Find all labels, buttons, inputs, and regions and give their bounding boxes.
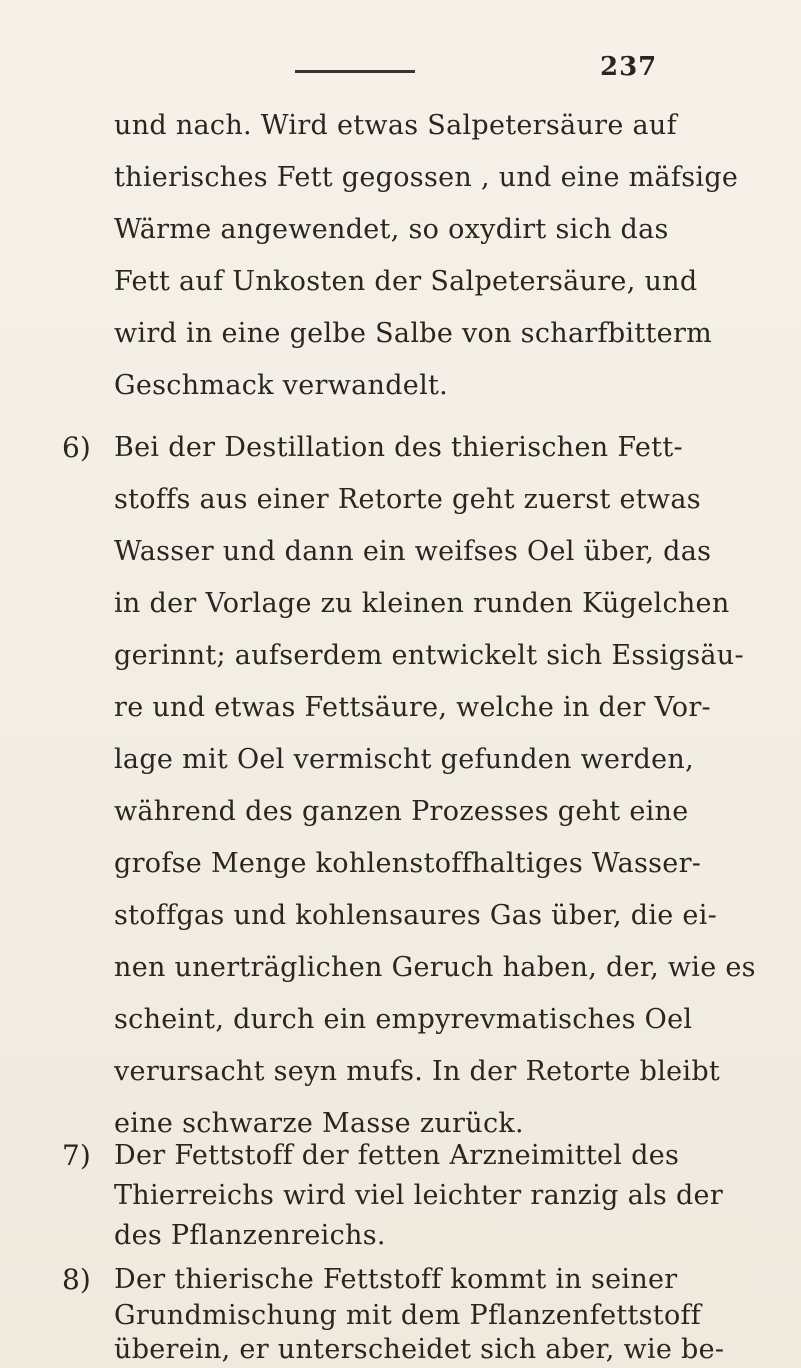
- text-line: Der thierische Fettstoff kommt in seiner: [114, 1264, 678, 1295]
- text-line: stoffs aus einer Retorte geht zuerst etwas: [114, 484, 701, 515]
- paragraph-marker: 8): [62, 1263, 91, 1296]
- text-line: Fett auf Unkosten der Salpetersäure, und: [114, 266, 698, 297]
- paragraph-marker: 7): [62, 1139, 91, 1172]
- text-line: in der Vorlage zu kleinen runden Kügelchen: [114, 588, 730, 619]
- text-line: verursacht seyn mufs. In der Retorte bleibt: [114, 1056, 721, 1087]
- text-line: re und etwas Fettsäure, welche in der Vor-: [114, 692, 711, 723]
- text-line: lage mit Oel vermischt gefunden werden,: [114, 744, 694, 775]
- text-line: thierisches Fett gegossen , und eine mäfsige: [114, 162, 739, 193]
- text-line: des Pflanzenreichs.: [114, 1220, 386, 1251]
- text-line: Der Fettstoff der fetten Arzneimittel des: [114, 1140, 680, 1171]
- text-line: Wärme angewendet, so oxydirt sich das: [114, 214, 669, 245]
- text-line: Wasser und dann ein weifses Oel über, das: [114, 536, 712, 567]
- text-line: Geschmack verwandelt.: [114, 370, 449, 401]
- text-line: gerinnt; aufserdem entwickelt sich Essigsäu-: [114, 640, 744, 671]
- text-line: Bei der Destillation des thierischen Fett-: [114, 432, 683, 463]
- paragraph-marker: 6): [62, 431, 91, 464]
- text-line: wird in eine gelbe Salbe von scharfbitterm: [114, 318, 713, 349]
- text-line: Thierreichs wird viel leichter ranzig als der: [114, 1180, 724, 1211]
- text-line: Grundmischung mit dem Pflanzenfettstoff: [114, 1300, 702, 1331]
- text-line: während des ganzen Prozesses geht eine: [114, 796, 689, 827]
- header-rule: [295, 70, 415, 73]
- text-line: stoffgas und kohlensaures Gas über, die ei-: [114, 900, 718, 931]
- text-line: eine schwarze Masse zurück.: [114, 1108, 524, 1139]
- text-line: und nach. Wird etwas Salpetersäure auf: [114, 110, 677, 141]
- page-number: 237: [600, 52, 658, 82]
- text-line: nen unerträglichen Geruch haben, der, wie es: [114, 952, 756, 983]
- text-line: überein, er unterscheidet sich aber, wie be-: [114, 1334, 725, 1365]
- text-line: grofse Menge kohlenstoffhaltiges Wasser-: [114, 848, 702, 879]
- text-line: scheint, durch ein empyrevmatisches Oel: [114, 1004, 693, 1035]
